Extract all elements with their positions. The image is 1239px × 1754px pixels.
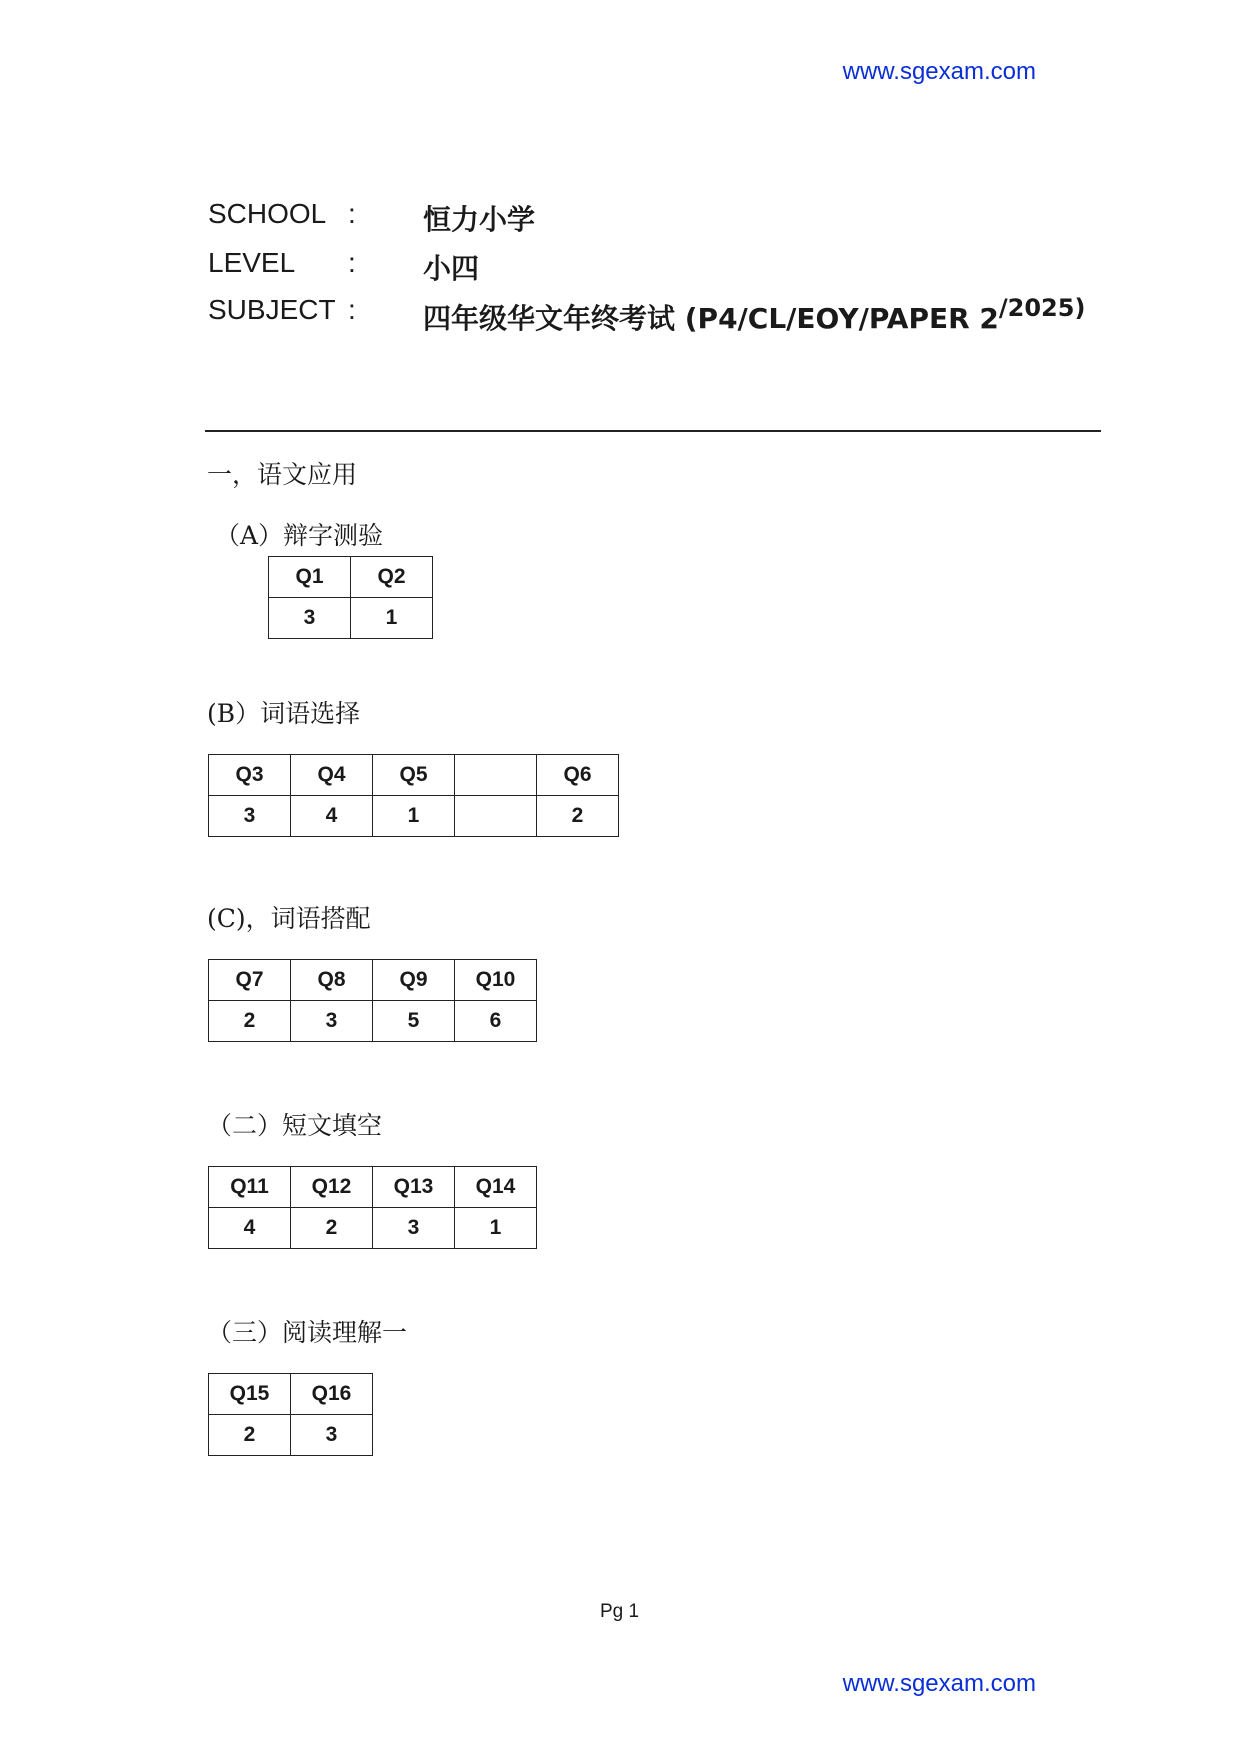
section-c-table bbox=[208, 959, 537, 1042]
section-a-table bbox=[268, 556, 433, 639]
question-cell: Q10 bbox=[455, 960, 537, 1001]
section-c-title: (C)，词语搭配 bbox=[207, 904, 371, 933]
answer-cell: 1 bbox=[455, 1208, 537, 1249]
section-b-table bbox=[208, 754, 619, 837]
answer-cell: 4 bbox=[291, 796, 373, 837]
subject-value bbox=[423, 294, 1085, 337]
subject-label: SUBJECT bbox=[208, 294, 336, 325]
answer-cell: 5 bbox=[373, 1001, 455, 1042]
question-cell: Q13 bbox=[373, 1167, 455, 1208]
question-cell: Q3 bbox=[209, 755, 291, 796]
header-divider bbox=[205, 430, 1101, 432]
subject-year: /2025) bbox=[998, 294, 1086, 322]
question-cell: Q2 bbox=[351, 557, 433, 598]
answer-row bbox=[209, 796, 619, 837]
answer-cell: 3 bbox=[209, 796, 291, 837]
answer-cell: 2 bbox=[209, 1415, 291, 1456]
question-cell: Q1 bbox=[269, 557, 351, 598]
answer-cell: 1 bbox=[351, 598, 433, 639]
question-cell: Q8 bbox=[291, 960, 373, 1001]
part2-table bbox=[208, 1166, 537, 1249]
school-label: SCHOOL bbox=[208, 198, 327, 229]
question-row bbox=[269, 557, 433, 598]
answer-cell: 3 bbox=[291, 1001, 373, 1042]
watermark-bottom: www.sgexam.com bbox=[842, 1670, 1036, 1697]
school-value: 恒力小学 bbox=[423, 203, 536, 236]
answer-cell: 3 bbox=[269, 598, 351, 639]
section-a-title: （A）辩字测验 bbox=[215, 521, 384, 550]
question-row bbox=[209, 1167, 537, 1208]
answer-cell: 3 bbox=[291, 1415, 373, 1456]
question-cell: Q14 bbox=[455, 1167, 537, 1208]
subject-text: 四年级华文年终考试 (P4/CL/EOY/PAPER 2 bbox=[423, 302, 999, 335]
question-cell: Q5 bbox=[373, 755, 455, 796]
question-cell bbox=[455, 755, 537, 796]
answer-cell: 1 bbox=[373, 796, 455, 837]
question-row bbox=[209, 960, 537, 1001]
answer-cell: 2 bbox=[537, 796, 619, 837]
subject-colon: : bbox=[348, 294, 356, 325]
section-b-title: (B）词语选择 bbox=[207, 699, 361, 728]
answer-row bbox=[209, 1208, 537, 1249]
level-label: LEVEL bbox=[208, 247, 296, 278]
question-cell: Q16 bbox=[291, 1374, 373, 1415]
question-cell: Q11 bbox=[209, 1167, 291, 1208]
part2-title: （二）短文填空 bbox=[207, 1111, 383, 1140]
answer-row bbox=[269, 598, 433, 639]
question-row bbox=[209, 1374, 373, 1415]
answer-cell: 4 bbox=[209, 1208, 291, 1249]
answer-cell bbox=[455, 796, 537, 837]
question-cell: Q9 bbox=[373, 960, 455, 1001]
part3-title: （三）阅读理解一 bbox=[207, 1318, 408, 1347]
answer-cell: 3 bbox=[373, 1208, 455, 1249]
part1-title: 一，语文应用 bbox=[207, 460, 358, 489]
answer-cell: 2 bbox=[209, 1001, 291, 1042]
level-colon: : bbox=[348, 247, 356, 278]
question-cell: Q6 bbox=[537, 755, 619, 796]
answer-row bbox=[209, 1001, 537, 1042]
watermark-top: www.sgexam.com bbox=[842, 58, 1036, 85]
question-cell: Q7 bbox=[209, 960, 291, 1001]
level-value: 小四 bbox=[423, 252, 480, 285]
answer-row bbox=[209, 1415, 373, 1456]
question-cell: Q12 bbox=[291, 1167, 373, 1208]
question-row bbox=[209, 755, 619, 796]
answer-cell: 2 bbox=[291, 1208, 373, 1249]
page-number: Pg 1 bbox=[600, 1601, 640, 1622]
question-cell: Q15 bbox=[209, 1374, 291, 1415]
question-cell: Q4 bbox=[291, 755, 373, 796]
answer-cell: 6 bbox=[455, 1001, 537, 1042]
part3-table bbox=[208, 1373, 373, 1456]
school-colon: : bbox=[348, 198, 356, 229]
